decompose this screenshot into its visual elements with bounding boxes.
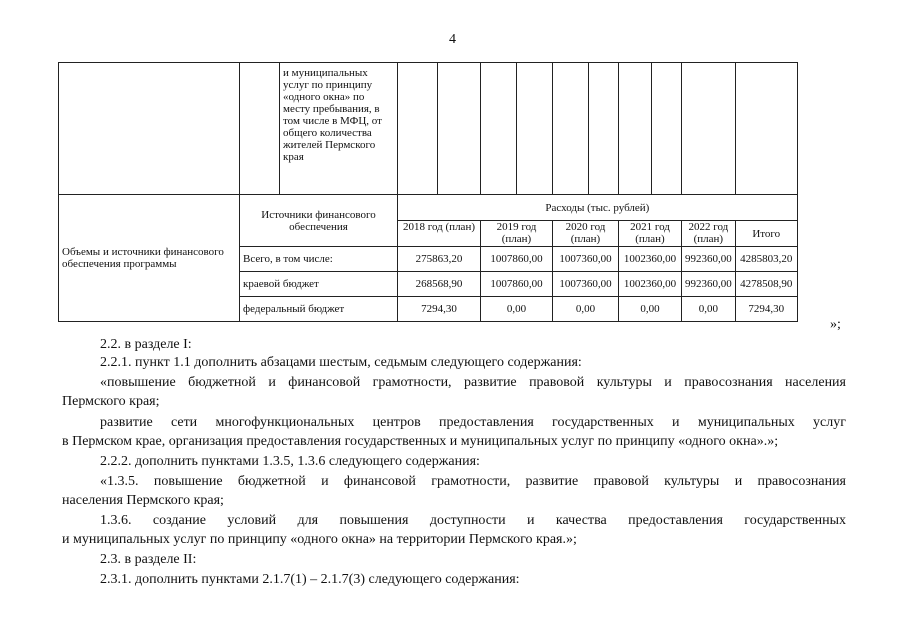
cell-value: 7294,30 xyxy=(398,297,481,322)
cell-value: 275863,20 xyxy=(398,247,481,272)
cell-value: 992360,00 xyxy=(682,247,736,272)
cell-value: 992360,00 xyxy=(682,272,736,297)
empty-cell xyxy=(240,63,280,195)
paragraph: 1.3.6. создание условий для повышения доступности и качества предоставления государственных xyxy=(100,513,846,528)
year-header: 2021 год (план) xyxy=(619,221,682,247)
year-header: 2018 год (план) xyxy=(398,221,481,247)
row-label: краевой бюджет xyxy=(240,272,398,297)
cell-value: 1002360,00 xyxy=(619,247,682,272)
paragraph: «повышение бюджетной и финансовой грамотности, развитие правовой культуры и правосознания населения xyxy=(100,375,846,390)
closing-quote: »; xyxy=(830,317,841,332)
row-label: федеральный бюджет xyxy=(240,297,398,322)
paragraph: «1.3.5. повышение бюджетной и финансовой грамотности, развитие правовой культуры и правосознания xyxy=(100,474,846,489)
section-label: Объемы и источники финансового обеспечения программы xyxy=(59,195,240,322)
cell-value: 1007860,00 xyxy=(481,247,553,272)
paragraph: и муниципальных услуг по принципу «одного окна» на территории Пермского края.»; xyxy=(62,532,577,547)
cell-value: 0,00 xyxy=(553,297,619,322)
paragraph: 2.3.1. дополнить пунктами 2.1.7(1) – 2.1.7(3) следующего содержания: xyxy=(100,572,520,587)
year-header: 2020 год (план) xyxy=(553,221,619,247)
total-header: Итого xyxy=(735,221,797,247)
cell-value: 0,00 xyxy=(682,297,736,322)
year-header: 2019 год (план) xyxy=(481,221,553,247)
paragraph: развитие сети многофункциональных центров предоставления государственных и муниципальных услуг xyxy=(100,415,846,430)
cell-value: 0,00 xyxy=(619,297,682,322)
cell-value: 1007360,00 xyxy=(553,272,619,297)
row-label: Всего, в том числе: xyxy=(240,247,398,272)
expenses-header: Расходы (тыс. рублей) xyxy=(398,195,798,221)
cell-value: 0,00 xyxy=(481,297,553,322)
goal-text-cell: и муниципальных услуг по принципу «одного окна» по месту пребывания, в том числе в МФЦ, от общего количества жителей Пермского края xyxy=(280,63,398,195)
empty-cell xyxy=(59,63,240,195)
paragraph: населения Пермского края; xyxy=(62,493,224,508)
year-header: 2022 год (план) xyxy=(682,221,736,247)
cell-value: 4285803,20 xyxy=(735,247,797,272)
cell-value: 7294,30 xyxy=(735,297,797,322)
paragraph: Пермского края; xyxy=(62,394,160,409)
paragraph: 2.2.1. пункт 1.1 дополнить абзацами шестым, седьмым следующего содержания: xyxy=(100,355,582,370)
paragraph: 2.3. в разделе II: xyxy=(100,552,197,567)
paragraph: 2.2.2. дополнить пунктами 1.3.5, 1.3.6 следующего содержания: xyxy=(100,454,480,469)
sources-header: Источники финансового обеспечения xyxy=(240,195,398,247)
cell-value: 1007360,00 xyxy=(553,247,619,272)
paragraph: 2.2. в разделе I: xyxy=(100,337,192,352)
program-table xyxy=(58,62,798,322)
cell-value: 1007860,00 xyxy=(481,272,553,297)
page-number: 4 xyxy=(449,32,456,47)
cell-value: 4278508,90 xyxy=(735,272,797,297)
cell-value: 1002360,00 xyxy=(619,272,682,297)
paragraph: в Пермском крае, организация предоставления государственных и муниципальных услуг по принципу «одного окна».»; xyxy=(62,434,779,449)
cell-value: 268568,90 xyxy=(398,272,481,297)
